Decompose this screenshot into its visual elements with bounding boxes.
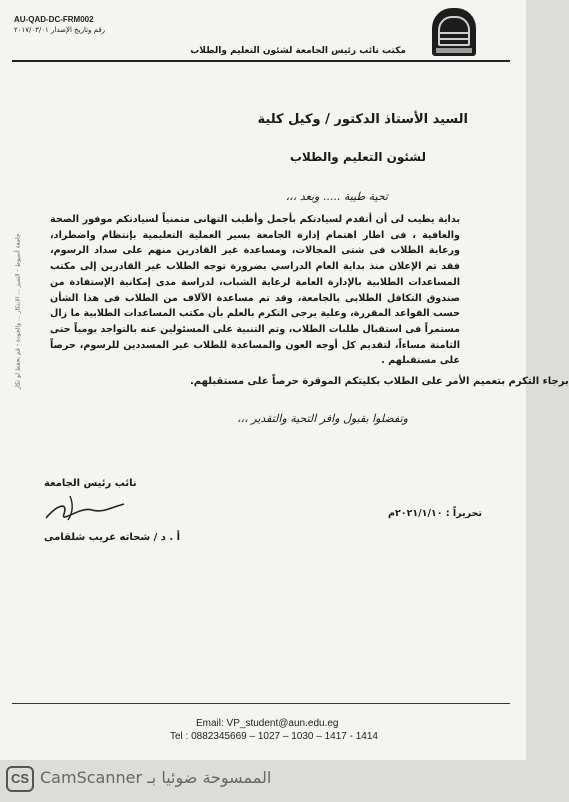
university-logo <box>432 8 476 56</box>
issue-date: تحريراً : ٢٠٢١/١/١٠م <box>388 508 482 519</box>
addressee-line-1: السيد الأستاذ الدكتور / وكيل كلية <box>257 112 468 127</box>
body-paragraph: بداية يطيب لى أن أتقدم لسيادتكم بأجمل وأطيب التهانى متمنياً لسيادتكم موفور الصحة والعافية ، فى اطار اهتمام إدارة الجامعة بسير العملية التعليمية بإنتظام واضطراد، ورعاية الطلاب فى شتى المجالات، ومساعدة غير القادرين منهم على سداد الرسوم، فقد تم الإعلان منذ بداية العام الدراسي بضرورة توجه الطلاب غير القادرين إلى مكتب المساعدات الطلابية بالإدارة العامة لرعاية الشباب، لدراسة مدى إمكانية الإستفادة من صندوق التكافل الطلابى بالجامعة، وقد تم مساعدة الآلاف من الطلاب فى هذا الشأن حسب القواعد المقررة، وعلية يرجى التكرم بالعلم بأن مكتب المساعدات الطلابية ما زال مستمراً فى استقبال طلبات الطلاب، وتم التنبية على المسئولين عنه بالتواجد يومياً حتى الثامنة مساءاً، لتقديم كل أوجه العون والمساعدة للطلاب غير المسددين للرسوم، حرصاً على مستقبلهم . <box>50 214 460 367</box>
document-code: AU-QAD-DC-FRM002 <box>14 15 94 24</box>
logo-arch <box>438 16 470 46</box>
footer-phone: Tel : 0882345669 – 1027 – 1030 – 1417 - 1414 <box>170 731 378 742</box>
header-divider <box>12 60 510 62</box>
logo-caption <box>436 48 472 53</box>
signatory-name: أ . د / شحاته غريب شلقامى <box>44 532 181 543</box>
greeting: تحية طيبة ..... وبعد ،،، <box>285 190 388 203</box>
logo-stripes <box>440 32 468 40</box>
camscanner-logo-icon: CS <box>6 766 34 792</box>
thanks-line: وتفضلوا بقبول وافر التحية والتقدير ،،، <box>237 412 408 425</box>
letter-body <box>50 212 460 369</box>
footer-email: Email: VP_student@aun.edu.eg <box>196 718 339 729</box>
closing-request: برجاء التكرم بتعميم الأمر على الطلاب بكليتكم الموقرة حرصاً على مستقبلهم. <box>190 376 569 387</box>
addressee-line-2: لشئون التعليم والطلاب <box>289 150 426 164</box>
office-title: مكتب نائب رئيس الجامعة لشئون التعليم والطلاب <box>190 46 406 56</box>
vertical-margin-note: جامعة أسيوط - التميز ... الابتكار ... والجودة - قم بحفظ لو تكار <box>14 233 22 390</box>
signatory-title: نائب رئيس الجامعة <box>44 478 137 489</box>
document-issue-date: رقم وتاريخ الإصدار ٢٠١٧/٠٣/٠١ <box>14 26 106 34</box>
scanner-watermark-text: الممسوحة ضوئيا بـ CamScanner <box>40 768 272 787</box>
handwritten-signature <box>40 484 130 528</box>
footer-divider <box>12 703 510 704</box>
